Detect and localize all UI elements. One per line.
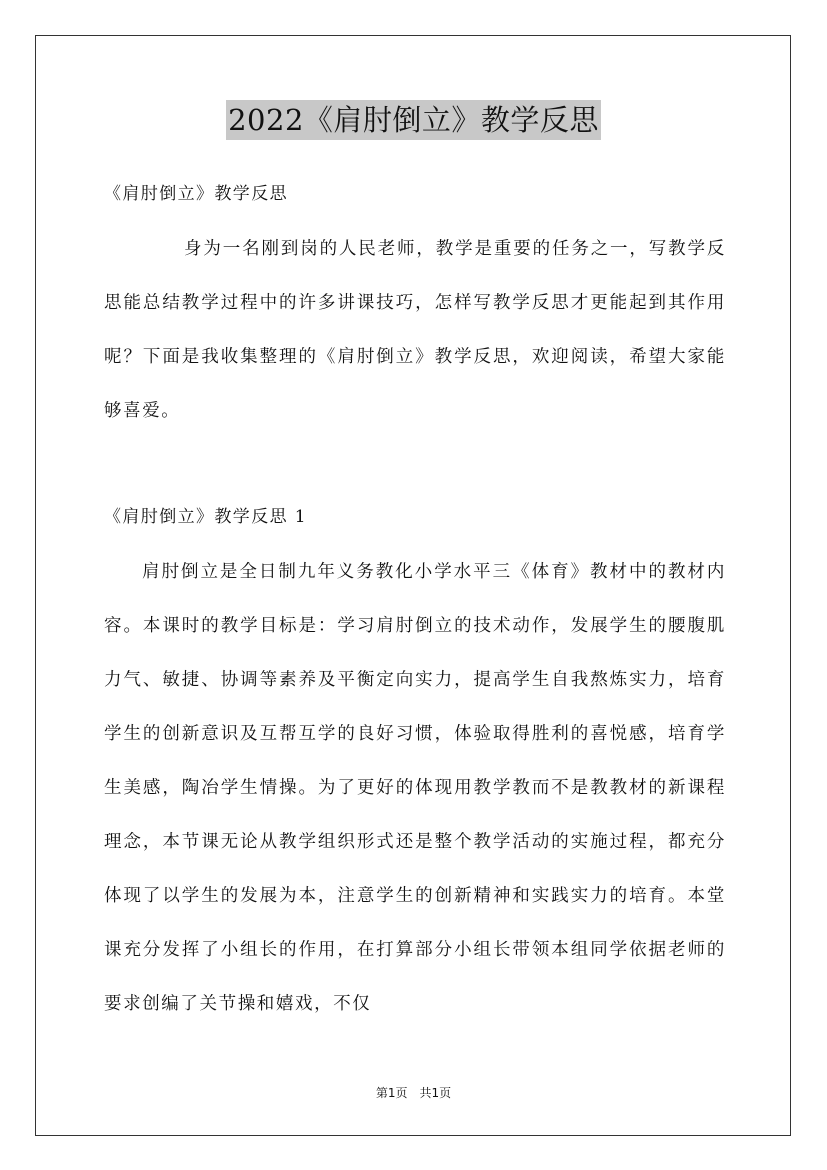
document-title	[0, 100, 827, 140]
page-footer: 第1页 共1页	[375, 1086, 452, 1100]
intro-paragraph: 身为一名刚到岗的人民老师，教学是重要的任务之一，写教学反思能总结教学过程中的许多讲课技巧，怎样写教学反思才更能起到其作用呢？下面是我收集整理的《肩肘倒立》教学反思，欢迎阅读，希望大家能够喜爱。	[104, 239, 726, 421]
document-title-text: 2022《肩肘倒立》教学反思	[226, 100, 601, 140]
section-heading-1: 《肩肘倒立》教学反思 1	[104, 507, 308, 527]
body-paragraph-1: 肩肘倒立是全日制九年义务教化小学水平三《体育》教材中的教材内容。本课时的教学目标是：学习肩肘倒立的技术动作，发展学生的腰腹肌力气、敏捷、协调等素养及平衡定向实力，提高学生自我熬炼实力，培育学生的创新意识及互帮互学的良好习惯，体验取得胜利的喜悦感，培育学生美感，陶冶学生情操。为了更好的体现用教学教而不是教教材的新课程理念，本节课无论从教学组织形式还是整个教学活动的实施过程，都充分体现了以学生的发展为本，注意学生的创新精神和实践实力的培育。本堂课充分发挥了小组长的作用，在打算部分小组长带领本组同学依据老师的要求创编了关节操和嬉戏，不仅	[104, 562, 726, 1014]
section-heading-intro: 《肩肘倒立》教学反思	[104, 184, 288, 204]
